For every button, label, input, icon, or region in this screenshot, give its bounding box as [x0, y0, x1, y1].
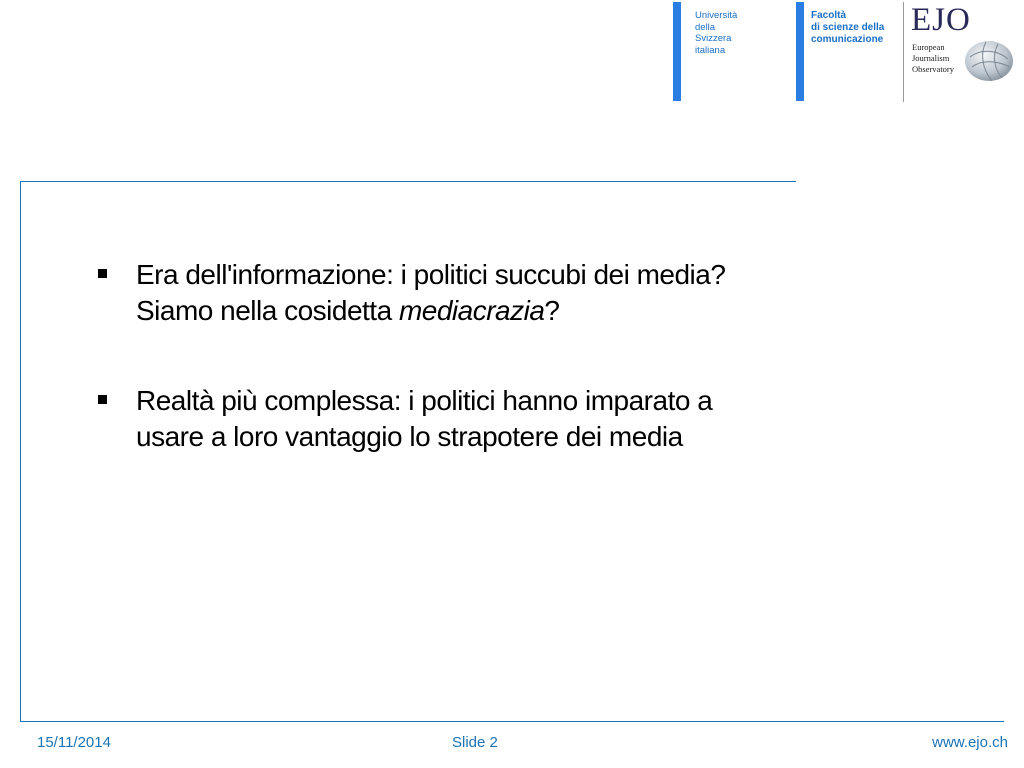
bullet-line-2	[136, 293, 876, 329]
footer-slide-number: Slide 2	[452, 734, 498, 751]
slide-bullet-list	[96, 257, 876, 509]
ejo-logo	[903, 2, 1022, 102]
frame-left-line	[20, 181, 21, 722]
ejo-logo-subtitle: European Journalism Observatory	[912, 42, 955, 74]
bullet-text	[136, 383, 876, 455]
frame-top-line	[20, 181, 796, 182]
usi-logo-bar	[673, 2, 681, 101]
frame-bottom-line	[20, 721, 1004, 722]
faculty-logo-text: Facoltà di scienze della comunicazione	[811, 10, 885, 45]
footer-website-link[interactable]: www.ejo.ch	[932, 734, 1008, 751]
usi-logo-text: Università della Svizzera italiana	[695, 10, 738, 56]
bullet-line-2-end: ?	[544, 295, 560, 326]
footer-date: 15/11/2014	[37, 734, 111, 751]
bullet-line-2-emphasis: mediacrazia	[398, 295, 545, 326]
bullet-line-1: Realtà più complessa: i politici hanno imparato a	[136, 385, 713, 416]
ejo-logo-title: EJO	[911, 2, 971, 38]
faculty-logo-bar	[796, 2, 804, 101]
bullet-line-2-text: usare a loro vantaggio lo strapotere dei media	[136, 421, 683, 452]
globe-icon	[962, 35, 1016, 83]
bullet-line-1: Era dell'informazione: i politici succubi dei media?	[136, 259, 726, 290]
bullet-line-2-text: Siamo nella cosidetta	[136, 295, 399, 326]
bullet-line-2	[136, 419, 876, 455]
square-bullet-icon	[98, 269, 107, 278]
square-bullet-icon	[98, 395, 107, 404]
bullet-text	[136, 257, 876, 329]
bullet-item	[96, 383, 876, 455]
bullet-item	[96, 257, 876, 329]
